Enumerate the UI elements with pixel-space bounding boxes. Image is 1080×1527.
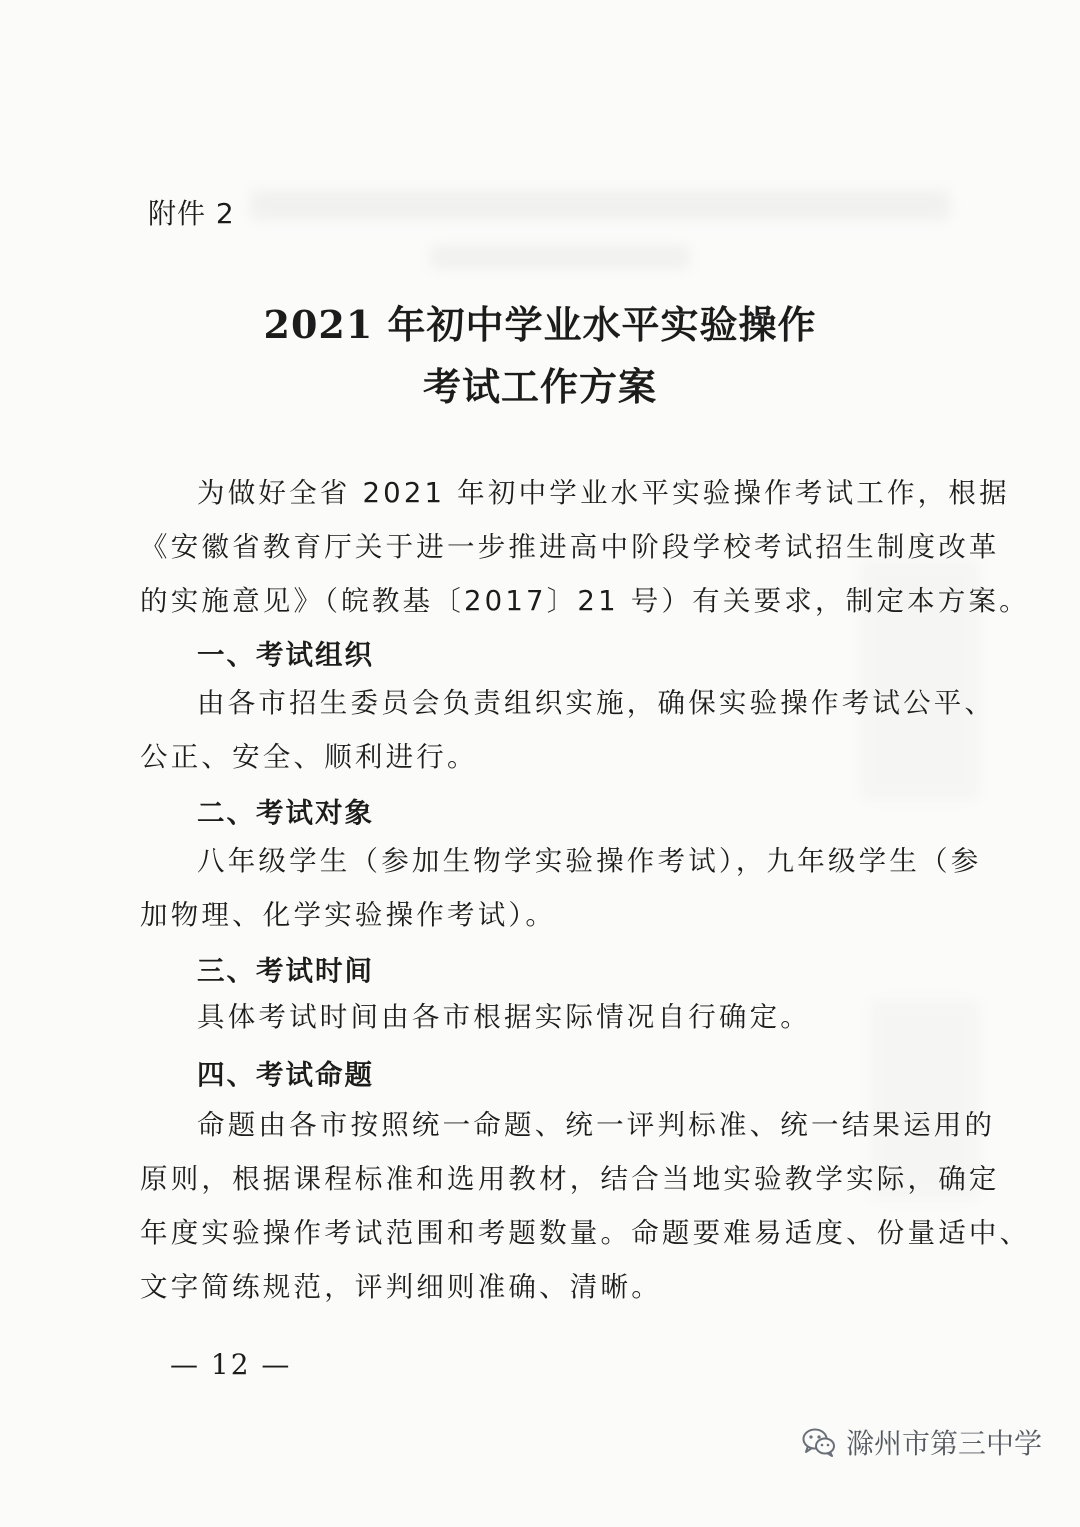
wechat-icon: [802, 1427, 836, 1457]
paragraph-line: 原则，根据课程标准和选用教材，结合当地实验教学实际，确定: [140, 1163, 1000, 1195]
paragraph-line: 《安徽省教育厅关于进一步推进高中阶段学校考试招生制度改革: [140, 531, 1000, 563]
section-paragraph: [140, 990, 940, 1044]
paragraph-line: 具体考试时间由各市根据实际情况自行确定。: [197, 1001, 811, 1033]
watermark-text: 滁州市第三中学: [845, 1427, 1042, 1460]
section-heading: 一、考试组织: [197, 639, 374, 671]
document-title-line-2: 考试工作方案: [422, 364, 657, 409]
paragraph-line: 文字简练规范，评判细则准确、清晰。: [140, 1271, 662, 1303]
paragraph-line: 的实施意见》（皖教基〔2017〕21 号）有关要求，制定本方案。: [140, 585, 1030, 617]
section-paragraph: [140, 1098, 1031, 1314]
paragraph-line: 公正、安全、顺利进行。: [140, 741, 478, 773]
paragraph-line: 加物理、化学实验操作考试）。: [140, 899, 557, 931]
paragraph-line: 八年级学生（参加生物学实验操作考试），九年级学生（参: [197, 845, 982, 877]
scan-ghost: [430, 245, 690, 269]
section-paragraph: [140, 834, 982, 942]
paragraph-line: 命题由各市按照统一命题、统一评判标准、统一结果运用的: [197, 1109, 996, 1141]
paragraph-line: 为做好全省 2021 年初中学业水平实验操作考试工作，根据: [197, 477, 1010, 509]
paragraph-line: 由各市招生委员会负责组织实施，确保实验操作考试公平、: [197, 687, 996, 719]
section-heading: 三、考试时间: [197, 955, 374, 987]
scan-ghost: [250, 190, 950, 220]
attachment-label: 附件 2: [148, 197, 235, 230]
paragraph-line: 年度实验操作考试范围和考题数量。命题要难易适度、份量适中、: [140, 1217, 1031, 1249]
intro-paragraph: [140, 466, 1030, 628]
section-heading: 四、考试命题: [197, 1059, 374, 1091]
section-paragraph: [140, 676, 996, 784]
watermark: [802, 1422, 1042, 1462]
document-title-line-1: 2021 年初中学业水平实验操作: [263, 302, 817, 347]
section-heading: 二、考试对象: [197, 797, 374, 829]
page-number: — 12 —: [170, 1348, 292, 1381]
